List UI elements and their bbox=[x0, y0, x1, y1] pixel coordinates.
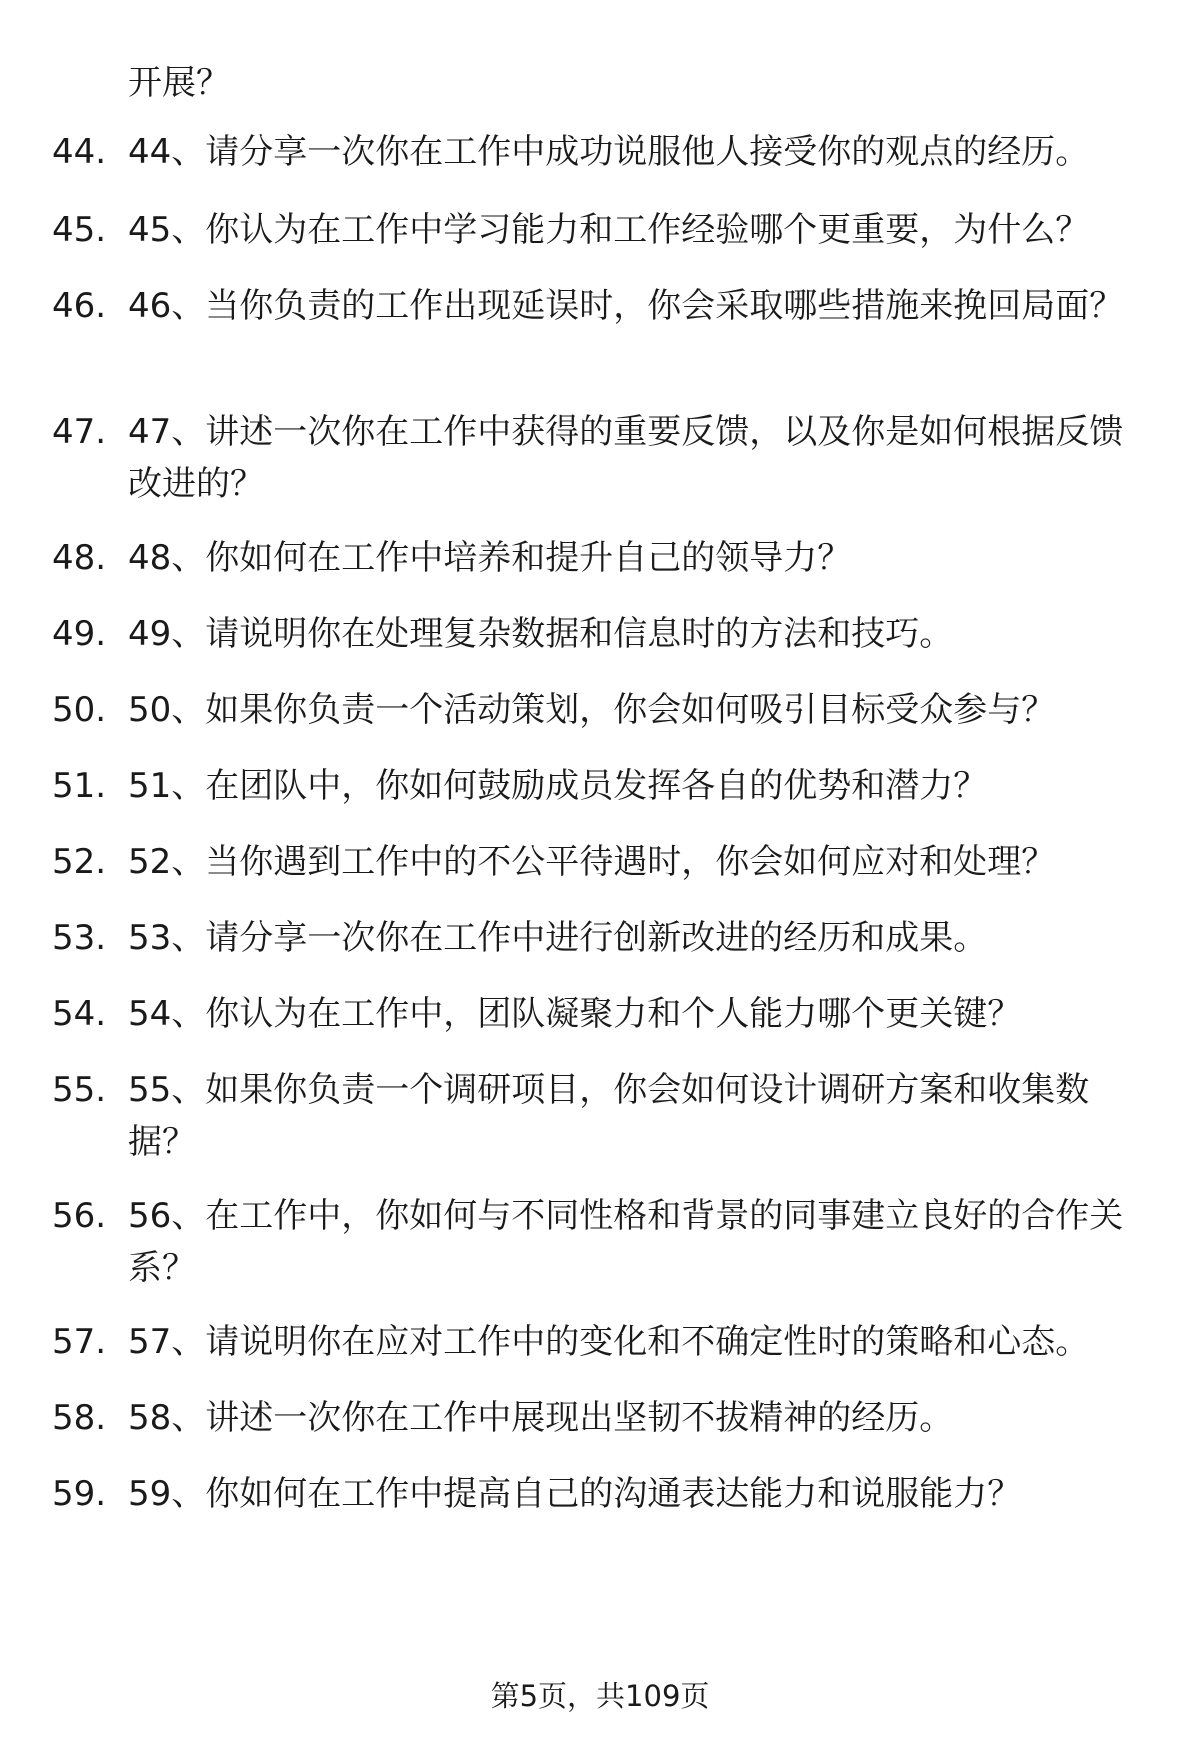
list-item-text: 50、如果你负责一个活动策划，你会如何吸引目标受众参与？ bbox=[128, 690, 1056, 730]
list-item-number: 45. bbox=[52, 210, 107, 250]
list-item-number: 52. bbox=[52, 842, 107, 882]
list-item-number: 51. bbox=[52, 766, 107, 806]
list-item-number: 58. bbox=[52, 1398, 107, 1438]
list-item-number: 47. bbox=[52, 412, 107, 452]
list-item-number: 48. bbox=[52, 538, 107, 578]
list-item-text: 58、讲述一次你在工作中展现出坚韧不拔精神的经历。 bbox=[128, 1398, 954, 1438]
list-item-number: 49. bbox=[52, 614, 107, 654]
list-item-number: 44. bbox=[52, 132, 107, 172]
list-item-text: 56、在工作中，你如何与不同性格和背景的同事建立良好的合作关系？ bbox=[128, 1196, 1124, 1288]
list-item-number: 46. bbox=[52, 286, 107, 326]
list-item-text: 45、你认为在工作中学习能力和工作经验哪个更重要，为什么？ bbox=[128, 210, 1090, 250]
list-item-number: 54. bbox=[52, 994, 107, 1034]
list-item-text: 48、你如何在工作中培养和提升自己的领导力？ bbox=[128, 538, 852, 578]
list-item-text: 52、当你遇到工作中的不公平待遇时，你会如何应对和处理？ bbox=[128, 842, 1056, 882]
list-item-text: 44、请分享一次你在工作中成功说服他人接受你的观点的经历。 bbox=[128, 132, 1090, 172]
list-item-number: 55. bbox=[52, 1070, 107, 1110]
list-item-number: 59. bbox=[52, 1474, 107, 1514]
list-item-text: 47、讲述一次你在工作中获得的重要反馈，以及你是如何根据反馈改进的？ bbox=[128, 412, 1124, 504]
list-item-text: 54、你认为在工作中，团队凝聚力和个人能力哪个更关键？ bbox=[128, 994, 1022, 1034]
list-item-text: 53、请分享一次你在工作中进行创新改进的经历和成果。 bbox=[128, 918, 988, 958]
list-item-text: 49、请说明你在处理复杂数据和信息时的方法和技巧。 bbox=[128, 614, 954, 654]
list-item-number: 50. bbox=[52, 690, 107, 730]
list-item-text: 59、你如何在工作中提高自己的沟通表达能力和说服能力？ bbox=[128, 1474, 1022, 1514]
list-item-text: 55、如果你负责一个调研项目，你会如何设计调研方案和收集数据？ bbox=[128, 1070, 1090, 1162]
list-item-text: 46、当你负责的工作出现延误时，你会采取哪些措施来挽回局面？ bbox=[128, 286, 1124, 326]
continued-question-text: 开展？ bbox=[128, 63, 230, 103]
page-footer: 第5页，共109页 bbox=[490, 1679, 710, 1713]
list-item-number: 53. bbox=[52, 918, 107, 958]
list-item-text: 51、在团队中，你如何鼓励成员发挥各自的优势和潜力？ bbox=[128, 766, 988, 806]
list-item-text: 57、请说明你在应对工作中的变化和不确定性时的策略和心态。 bbox=[128, 1322, 1090, 1362]
list-item-number: 56. bbox=[52, 1196, 107, 1236]
list-item-number: 57. bbox=[52, 1322, 107, 1362]
